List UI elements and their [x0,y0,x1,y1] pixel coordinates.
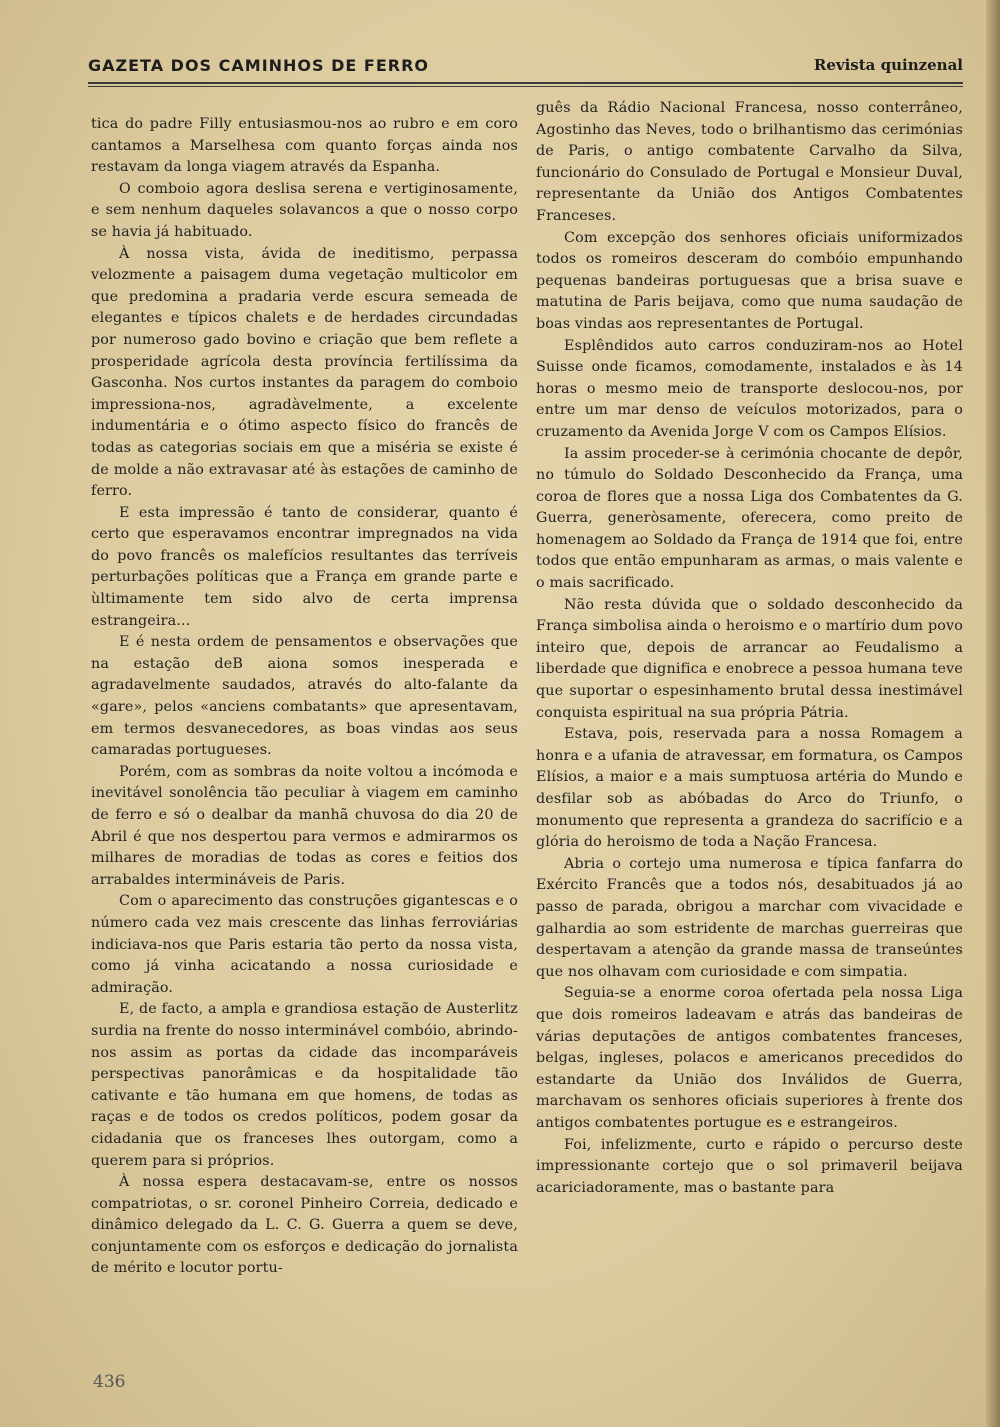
left-column [91,114,518,1280]
page-spine-shadow [986,0,1000,1427]
paragraph: E esta impressão é tanto de considerar, quanto é certo que esperavamos encontrar impregnados na vida do povo francês os malefícios resultantes das terríveis perturbações políticas que a França em grande parte e ùltimamente tem sido alvo de certa imprensa estrangeira... [91,504,518,629]
header-rule [88,82,963,84]
paragraph: Abria o cortejo uma numerosa e típica fanfarra do Exército Francês que a todos nós, desabituados já ao passo de parada, obrigou a marchar com vivacidade e galhardia ao som estridente de marchas guerreiras que despertavam a atenção da grande massa de transeúntes que nos olhavam com curiosidade e com simpatia. [536,855,963,980]
page-header [88,50,963,80]
publication-title: GAZETA DOS CAMINHOS DE FERRO [88,56,430,75]
paragraph: Com excepção dos senhores oficiais uniformizados todos os romeiros desceram do combóio empunhando pequenas bandeiras portuguesas que a brisa suave e matutina de Paris beijava, como que numa saudação de boas vindas aos representantes de Portugal. [536,229,963,332]
publication-subtitle: Revista quinzenal [813,56,963,74]
paragraph: Com o aparecimento das construções gigantescas e o número cada vez mais crescente das linhas ferroviárias indiciava-nos que Paris estaria tão perto da nossa vista, como já vinha acicatando a nossa curiosidade e admiração. [91,893,518,996]
paragraph: Porém, com as sombras da noite voltou a incómoda e inevitável sonolência tão peculiar à viagem em caminho de ferro e só o dealbar da manhã chuvosa do dia 20 de Abril é que nos despertou para vermos e admirarmos os milhares de moradias de todas as cores e feitios dos arrabaldes intermináveis de Paris. [91,763,518,888]
paragraph: tica do padre Filly entusiasmou-nos ao rubro e em coro cantamos a Marselhesa com quanto forças ainda nos restavam da longa viagem através da Espanha. [91,116,518,176]
paragraph: Não resta dúvida que o soldado desconhecido da França simbolisa ainda o heroismo e o martírio dum povo inteiro que, depois de arrancar ao Feudalismo a liberdade que dignifica e enobrece a pessoa humana teve que suportar o espesinhamento brutal dessa inestimável conquista espiritual na sua própria Pátria. [536,596,963,721]
paragraph: Estava, pois, reservada para a nossa Romagem a honra e a ufania de atravessar, em formatura, os Campos Elísios, a maior e a mais sumptuosa artéria do Mundo e desfilar sob as abóbadas do Arco do Triunfo, o monumento que representa a grandeza do sacrifício e a glória do heroismo de toda a Nação Francesa. [536,726,963,851]
header-rule-thin [88,86,963,87]
right-column [536,98,963,1199]
paragraph: Foi, infelizmente, curto e rápido o percurso deste impressionante cortejo que o sol primaveril beijava acariciadoramente, mas o bastante para [536,1136,963,1196]
paragraph: Esplêndidos auto carros conduziram-nos ao Hotel Suisse onde ficamos, comodamente, instalados e às 14 horas o mesmo meio de transporte deslocou-nos, por entre um mar denso de veículos motorizados, para o cruzamento da Avenida Jorge V com os Campos Elísios. [536,337,963,440]
paragraph: Ia assim proceder-se à cerimónia chocante de depôr, no túmulo do Soldado Desconhecido da França, uma coroa de flores que a nossa Liga dos Combatentes da G. Guerra, generòsamente, oferecera, como preito de homenagem ao Soldado da França de 1914 que foi, entre todos que então empunharam as armas, o mais valente e o mais sacrificado. [536,445,963,592]
paragraph: Seguia-se a enorme coroa ofertada pela nossa Liga que dois romeiros ladeavam e atrás das bandeiras de várias deputações de antigos combatentes franceses, belgas, ingleses, polacos e americanos precedidos do estandarte da União dos Inválidos de Guerra, marchavam os senhores oficiais superiores à frente dos antigos combatentes portugue es e estrangeiros. [536,985,963,1131]
paragraph: E, de facto, a ampla e grandiosa estação de Austerlitz surdia na frente do nosso interminável combóio, abrindo-nos assim as portas da cidade das incomparáveis perspectivas panorâmicas e da hospitalidade tão cativante e tão humana em que homens, de todas as raças e de todos os credos políticos, podem gosar da cidadania que os franceses lhes outorgam, como a querem para si próprios. [91,1001,518,1169]
paragraph: À nossa vista, ávida de ineditismo, perpassa velozmente a paisagem duma vegetação multicolor em que predomina a pradaria verde escura semeada de elegantes e típicos chalets e de herdades circundadas por numeroso gado bovino e criação que bem reflete a prosperidade agrícola desta província fertilíssima da Gasconha. Nos curtos instantes da paragem do comboio impressiona-nos, agradàvelmente, a excelente indumentária e o ótimo aspecto físico do francês de todas as categorias sociais em que a miséria se existe é de molde a não extravasar até às estações de caminho de ferro. [91,245,518,500]
paragraph: À nossa espera destacavam-se, entre os nossos compatriotas, o sr. coronel Pinheiro Correia, dedicado e dinâmico delegado da L. C. G. Guerra a quem se deve, conjuntamente com os esforços e dedicação do jornalista de mérito e locutor portu- [91,1174,518,1277]
paragraph: O comboio agora deslisa serena e vertiginosamente, e sem nenhum daqueles solavancos a que o nosso corpo se havia já habituado. [91,180,518,240]
page-number: 436 [93,1372,126,1392]
paragraph: E é nesta ordem de pensamentos e observações que na estação deB aiona somos inesperada e agradavelmente saudados, através do alto-falante da «gare», pelos «anciens combatants» que apresentavam, em termos desvanecedores, as boas vindas aos seus camaradas portugueses. [91,634,518,759]
paragraph: guês da Rádio Nacional Francesa, nosso conterrâneo, Agostinho das Neves, todo o brilhantismo das cerimónias de Paris, o antigo combatente Carvalho da Silva, funcionário do Consulado de Portugal e Monsieur Duval, representante da União dos Antigos Combatentes Franceses. [536,100,963,224]
